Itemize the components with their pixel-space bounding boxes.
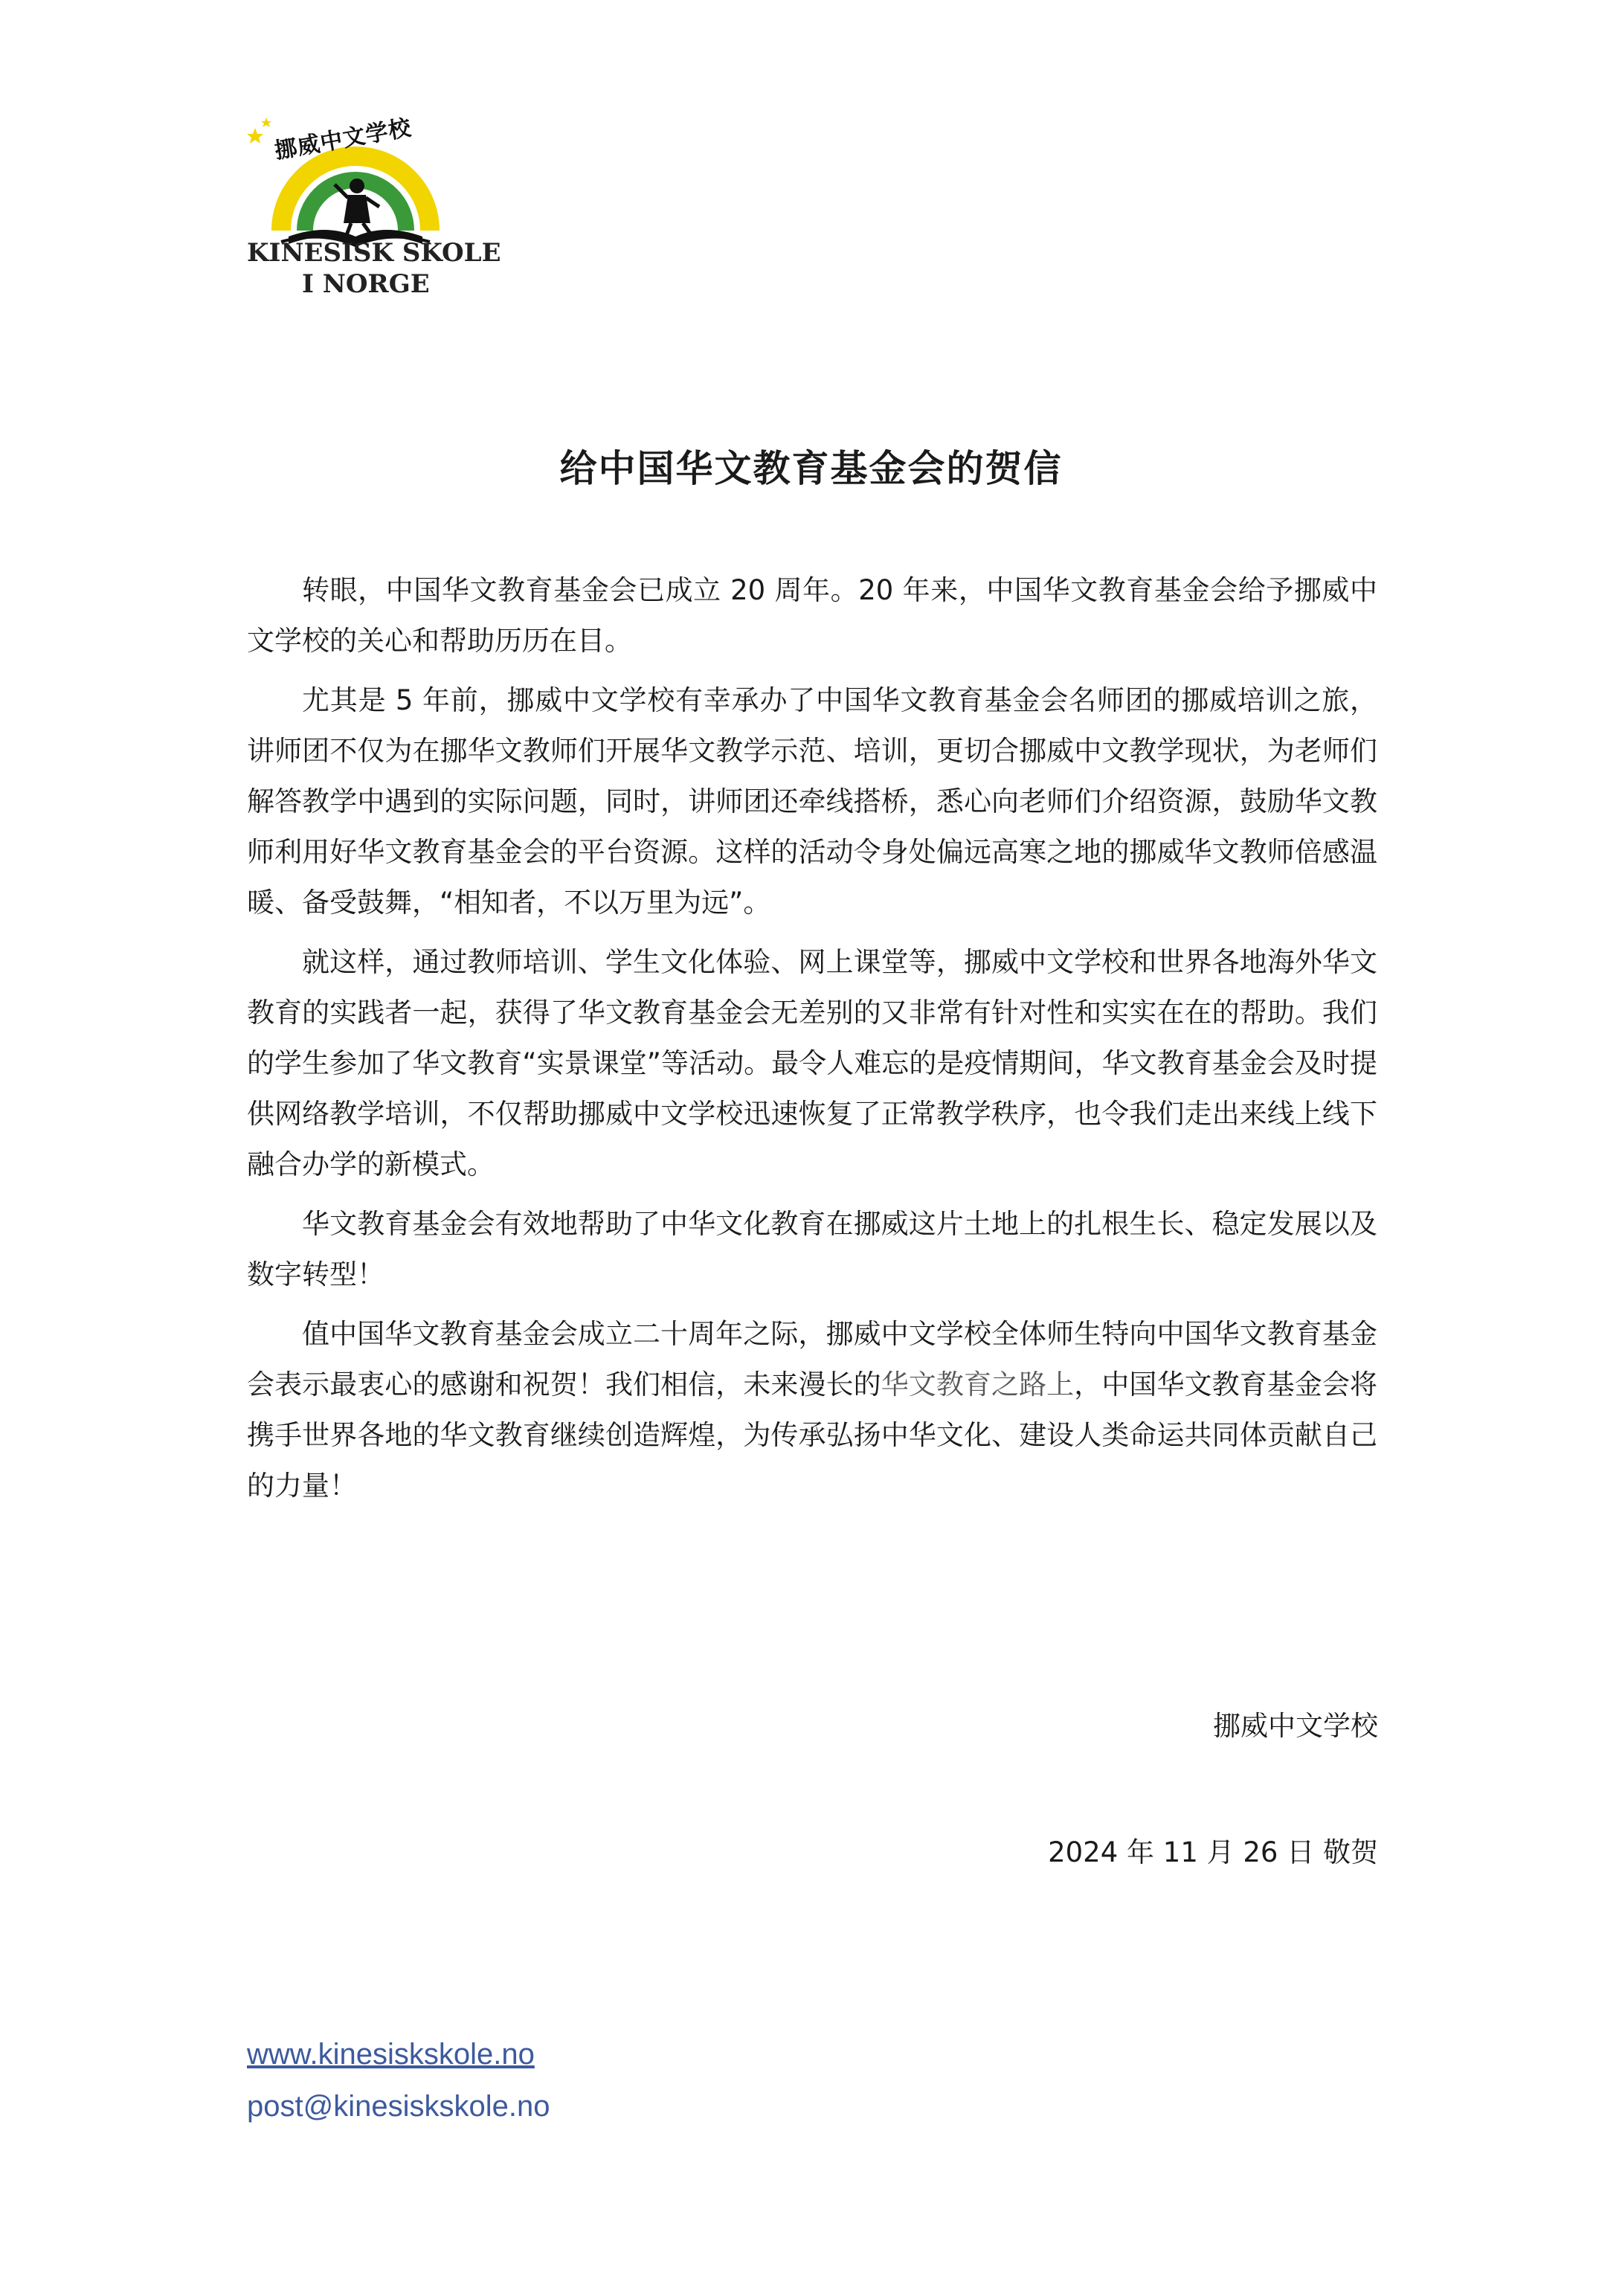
paragraph-2: 尤其是 5 年前，挪威中文学校有幸承办了中国华文教育基金会名师团的挪威培训之旅，讲师团不仅为在挪华文教师们开展华文教学示范、培训，更切合挪威中文教学现状，为老师们解答教学中遇到的实际问题，同时，讲师团还牵线搭桥，悉心向老师们介绍资源，鼓励华文教师利用好华文教育基金会的平台资源。这样的活动令身处偏远高寒之地的挪威华文教师倍感温暖、备受鼓舞，“相知者，不以万里为远”。 [247, 684, 1377, 919]
date-line: 2024 年 11 月 26 日 敬贺 [1048, 1836, 1378, 1868]
school-logo [236, 112, 501, 320]
letter-body [247, 565, 1377, 1520]
logo-english-line1: KINESISK SKOLE [247, 238, 501, 268]
paragraph-5-part-a: 值中国华文教育基金会成立二十周年之际，挪威中文学校全体师生特向中国华文教育基金会表示最衷心的感谢和祝贺！我们相信，未来漫长的 [247, 1318, 1377, 1401]
paragraph-5-highlight: 华文教育之路上 [881, 1369, 1075, 1401]
website-link[interactable]: www.kinesiskskole.no [247, 2038, 535, 2071]
paragraph-3: 就这样，通过教师培训、学生文化体验、网上课堂等，挪威中文学校和世界各地海外华文教育的实践者一起，获得了华文教育基金会无差别的又非常有针对性和实实在在的帮助。我们的学生参加了华文教育“实景课堂”等活动。最令人难忘的是疫情期间，华文教育基金会及时提供网络教学培训，不仅帮助挪威中文学校迅速恢复了正常教学秩序，也令我们走出来线上线下融合办学的新模式。 [247, 946, 1377, 1180]
signature: 挪威中文学校 [1213, 1710, 1378, 1742]
letter-title: 给中国华文教育基金会的贺信 [559, 447, 1063, 490]
paragraph-1: 转眼，中国华文教育基金会已成立 20 周年。20 年来，中国华文教育基金会给予挪威中文学校的关心和帮助历历在目。 [247, 574, 1377, 657]
logo-chinese-name: 挪威中文学校 [272, 115, 414, 165]
logo-english-line2: I NORGE [302, 269, 430, 299]
paragraph-5 [247, 1309, 1377, 1511]
paragraph-4: 华文教育基金会有效地帮助了中华文化教育在挪威这片土地上的扎根生长、稳定发展以及数字转型！ [247, 1208, 1377, 1290]
paragraph-5-part-c: ，中国华文教育基金会将携手世界各地的华文教育继续创造辉煌，为传承弘扬中华文化、建设人类命运共同体贡献自己的力量！ [247, 1369, 1378, 1502]
email-link[interactable]: post@kinesiskskole.no [247, 2090, 550, 2123]
